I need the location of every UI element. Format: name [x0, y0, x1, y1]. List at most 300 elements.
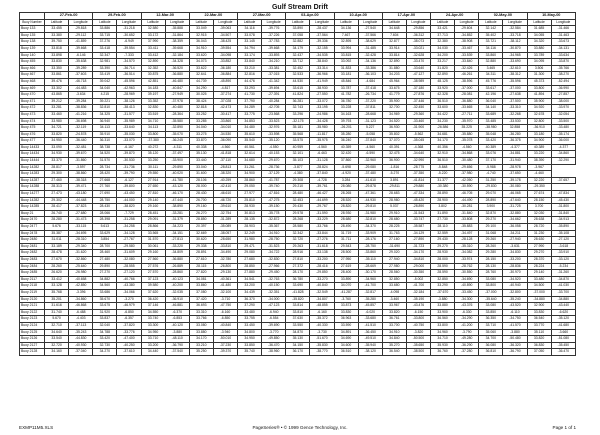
latitude-cell: 33.617 — [479, 85, 503, 92]
longitude-header: Longitude — [503, 19, 527, 26]
longitude-cell: -31.620 — [69, 250, 93, 257]
longitude-cell: -45.890 — [213, 78, 237, 85]
longitude-cell: 32.858 — [503, 125, 527, 132]
latitude-cell: 33.352 — [141, 98, 165, 105]
longitude-cell: -29.810 — [358, 204, 382, 211]
latitude-cell: 36.281 — [286, 98, 310, 105]
longitude-cell: -50.500 — [406, 336, 430, 343]
longitude-cell: -33.070 — [117, 138, 141, 145]
longitude-cell: -33.634 — [551, 52, 575, 59]
latitude-cell: -29.350 — [527, 184, 551, 191]
longitude-cell: -35.890 — [551, 224, 575, 231]
latitude-cell: 31.261 — [238, 164, 262, 171]
table-row — [20, 243, 576, 250]
latitude-cell: 3.465 — [479, 65, 503, 72]
latitude-cell: 33.755 — [238, 316, 262, 323]
table-row — [20, 105, 576, 112]
longitude-cell: -31.725 — [503, 204, 527, 211]
latitude-cell: 32.818 — [189, 105, 213, 112]
latitude-cell: 26.740 — [45, 210, 69, 217]
latitude-cell: 37.058 — [286, 32, 310, 39]
longitude-cell: -49.280 — [455, 336, 479, 343]
latitude-cell: 33.092 — [334, 59, 358, 66]
longitude-cell: -32.290 — [551, 158, 575, 165]
date-header: 24-Apr-00 — [431, 13, 479, 20]
latitude-cell: 36.940 — [93, 118, 117, 125]
latitude-cell: 29.302 — [45, 197, 69, 204]
latitude-cell: 34.640 — [45, 329, 69, 336]
buoy-name-cell: Buoy 14444 — [20, 158, 45, 165]
latitude-cell: 41.730 — [238, 92, 262, 99]
latitude-cell: 32.420 — [334, 151, 358, 158]
longitude-cell: -44.830 — [69, 336, 93, 343]
longitude-cell: -40.020 — [165, 171, 189, 178]
longitude-cell: -39.790 — [117, 171, 141, 178]
latitude-cell: 35.280 — [334, 131, 358, 138]
latitude-cell: 33.418 — [93, 45, 117, 52]
latitude-cell: 33.210 — [238, 65, 262, 72]
longitude-cell: -39.610 — [213, 204, 237, 211]
latitude-cell: 27.480 — [93, 256, 117, 263]
latitude-cell: 39.212 — [45, 98, 69, 105]
longitude-cell: -37.113 — [69, 322, 93, 329]
latitude-cell: 26.620 — [45, 270, 69, 277]
latitude-cell: 28.150 — [479, 256, 503, 263]
longitude-cell: -36.884 — [213, 72, 237, 79]
longitude-cell: -31.590 — [310, 210, 334, 217]
longitude-cell: -7.729 — [117, 210, 141, 217]
latitude-cell: 33.440 — [189, 158, 213, 165]
table-row — [20, 138, 576, 145]
latitude-cell: -4.920 — [334, 171, 358, 178]
latitude-cell: 30.813 — [238, 210, 262, 217]
longitude-header: Longitude — [406, 19, 430, 26]
longitude-cell: -38.073 — [406, 39, 430, 46]
longitude-cell: -52.494 — [551, 78, 575, 85]
longitude-cell: -28.668 — [358, 111, 382, 118]
latitude-cell: 32.352 — [141, 65, 165, 72]
longitude-cell: -3.820 — [406, 329, 430, 336]
buoy-name-cell: Buoy 468 — [20, 78, 45, 85]
latitude-cell: 32.669 — [189, 230, 213, 237]
longitude-cell: -6.110 — [503, 309, 527, 316]
latitude-cell: 36.560 — [431, 316, 455, 323]
longitude-cell: -36.090 — [213, 138, 237, 145]
latitude-cell: 27.990 — [527, 243, 551, 250]
latitude-cell: 34.520 — [93, 151, 117, 158]
longitude-cell: -36.375 — [503, 138, 527, 145]
longitude-cell: -35.174 — [551, 131, 575, 138]
latitude-cell: -1.816 — [382, 164, 406, 171]
longitude-cell: -30.550 — [455, 270, 479, 277]
longitude-cell: -37.610 — [117, 349, 141, 356]
longitude-cell: -32.481 — [69, 144, 93, 151]
latitude-cell: 32.880 — [479, 59, 503, 66]
latitude-cell: 33.281 — [45, 105, 69, 112]
longitude-cell: -33.539 — [455, 52, 479, 59]
latitude-cell: -5.220 — [431, 171, 455, 178]
latitude-cell: 33.622 — [189, 65, 213, 72]
latitude-cell: 34.690 — [334, 336, 358, 343]
latitude-cell: 29.100 — [479, 224, 503, 231]
latitude-cell: 35.120 — [141, 151, 165, 158]
longitude-cell: -40.361 — [213, 276, 237, 283]
longitude-cell: -33.120 — [551, 256, 575, 263]
longitude-cell: -44.699 — [310, 197, 334, 204]
latitude-cell: -41.287 — [334, 289, 358, 296]
latitude-header: Latitude — [334, 19, 358, 26]
latitude-header: Latitude — [238, 19, 262, 26]
longitude-cell: 5.227 — [358, 125, 382, 132]
longitude-cell: -41.510 — [358, 322, 382, 329]
longitude-cell: -37.220 — [358, 98, 382, 105]
longitude-header: Longitude — [358, 19, 382, 26]
latitude-cell: 34.136 — [334, 26, 358, 33]
latitude-cell: 27.977 — [238, 191, 262, 198]
longitude-cell: -38.413 — [117, 105, 141, 112]
longitude-cell: -36.698 — [69, 118, 93, 125]
latitude-cell: 28.734 — [93, 164, 117, 171]
latitude-cell: 32.981 — [93, 59, 117, 66]
buoy-name-cell: Buoy 2470 — [20, 217, 45, 224]
latitude-cell: 37.146 — [141, 303, 165, 310]
latitude-cell: 35.900 — [382, 98, 406, 105]
latitude-cell: 34.113 — [141, 125, 165, 132]
latitude-cell: -5.848 — [431, 164, 455, 171]
latitude-cell: 33.850 — [238, 342, 262, 349]
latitude-cell: 30.111 — [141, 164, 165, 171]
longitude-cell: -3.730 — [310, 329, 334, 336]
table-row — [20, 204, 576, 211]
longitude-cell: -38.820 — [117, 204, 141, 211]
longitude-cell: -28.775 — [406, 164, 430, 171]
longitude-cell: -41.610 — [358, 177, 382, 184]
latitude-cell: 28.930 — [238, 204, 262, 211]
latitude-cell: 33.810 — [286, 309, 310, 316]
longitude-cell: -36.320 — [503, 342, 527, 349]
buoy-name-cell: Buoy 470 — [20, 92, 45, 99]
table-row — [20, 78, 576, 85]
latitude-cell: 28.930 — [431, 250, 455, 257]
longitude-cell: -41.480 — [213, 283, 237, 290]
latitude-cell: 27.980 — [382, 263, 406, 270]
latitude-cell: -36.910 — [527, 125, 551, 132]
latitude-cell: 44.739 — [189, 78, 213, 85]
latitude-cell: 33.090 — [45, 144, 69, 151]
longitude-cell: -29.767 — [310, 204, 334, 211]
latitude-cell: 28.313 — [45, 184, 69, 191]
latitude-cell: 33.575 — [286, 138, 310, 145]
longitude-cell: -33.220 — [165, 243, 189, 250]
date-header: 29-Feb-00 — [93, 13, 141, 20]
table-row — [20, 210, 576, 217]
latitude-cell: -29.830 — [479, 184, 503, 191]
longitude-cell: -11.817 — [310, 131, 334, 138]
latitude-cell: -3.877 — [286, 164, 310, 171]
longitude-cell: -38.318 — [69, 177, 93, 184]
longitude-cell: -28.555 — [117, 263, 141, 270]
latitude-cell: 33.200 — [238, 283, 262, 290]
latitude-cell: 4.215 — [93, 92, 117, 99]
latitude-cell: -4.740 — [479, 171, 503, 178]
latitude-cell: 28.150 — [527, 197, 551, 204]
date-header-row — [20, 13, 576, 20]
latitude-cell: 33.830 — [334, 309, 358, 316]
longitude-cell: -34.223 — [165, 224, 189, 231]
longitude-cell: -32.080 — [117, 256, 141, 263]
latitude-cell: 29.550 — [141, 171, 165, 178]
latitude-cell: -37.000 — [479, 289, 503, 296]
latitude-cell: -41.828 — [286, 289, 310, 296]
latitude-cell: 34.200 — [431, 52, 455, 59]
latitude-cell: 33.920 — [431, 85, 455, 92]
latitude-cell: 32.641 — [189, 72, 213, 79]
longitude-cell: -29.450 — [262, 270, 286, 277]
latitude-cell: 37.990 — [141, 39, 165, 46]
latitude-cell: 33.485 — [479, 118, 503, 125]
longitude-cell: -38.629 — [358, 39, 382, 46]
longitude-cell: -35.078 — [455, 138, 479, 145]
latitude-cell: 28.451 — [141, 210, 165, 217]
longitude-cell: -34.136 — [358, 59, 382, 66]
latitude-cell: 35.048 — [479, 131, 503, 138]
date-header: 22-Mar-00 — [189, 13, 237, 20]
latitude-cell: 35.110 — [527, 329, 551, 336]
buoy-name-cell: Buoy 472 — [20, 105, 45, 112]
longitude-cell: -36.440 — [69, 138, 93, 145]
longitude-cell: -34.131 — [551, 45, 575, 52]
latitude-cell: 33.174 — [238, 52, 262, 59]
latitude-cell: 28.280 — [45, 217, 69, 224]
latitude-cell: 28.560 — [382, 270, 406, 277]
latitude-cell: -37.380 — [141, 138, 165, 145]
longitude-cell: -37.280 — [455, 349, 479, 356]
table-row — [20, 342, 576, 349]
latitude-cell: 28.850 — [238, 263, 262, 270]
longitude-cell: -41.814 — [406, 177, 430, 184]
latitude-cell: 33.181 — [334, 72, 358, 79]
longitude-cell: -32.976 — [262, 125, 286, 132]
latitude-cell: 39.476 — [45, 78, 69, 85]
longitude-cell: -38.500 — [406, 349, 430, 356]
longitude-cell: -28.824 — [310, 164, 334, 171]
latitude-cell: 7.467 — [334, 32, 358, 39]
longitude-cell: -37.783 — [262, 39, 286, 46]
latitude-cell: 32.890 — [431, 72, 455, 79]
longitude-cell: -33.640 — [406, 65, 430, 72]
longitude-cell: -37.480 — [358, 171, 382, 178]
latitude-cell: 34.070 — [334, 283, 358, 290]
table-row — [20, 224, 576, 231]
buoy-name-cell: Buoy 469 — [20, 85, 45, 92]
longitude-cell: -27.966 — [262, 263, 286, 270]
longitude-cell: -3.597 — [69, 164, 93, 171]
latitude-cell: 34.721 — [45, 125, 69, 132]
buoy-name-cell: Buoy 2485 — [20, 270, 45, 277]
longitude-cell: -6.160 — [213, 309, 237, 316]
latitude-cell: 33.686 — [93, 289, 117, 296]
latitude-cell: 28.891 — [189, 250, 213, 257]
latitude-cell: 32.380 — [431, 39, 455, 46]
longitude-cell: -36.312 — [406, 32, 430, 39]
longitude-cell: -33.808 — [455, 217, 479, 224]
longitude-cell: -5.234 — [551, 263, 575, 270]
longitude-cell: -35.596 — [503, 78, 527, 85]
latitude-header: Latitude — [286, 19, 310, 26]
longitude-cell: -49.510 — [358, 336, 382, 343]
latitude-cell: 32.710 — [45, 322, 69, 329]
longitude-cell: -3.770 — [262, 329, 286, 336]
latitude-cell: 33.789 — [527, 52, 551, 59]
longitude-cell: -28.437 — [310, 26, 334, 33]
latitude-cell: 36.370 — [238, 296, 262, 303]
latitude-cell: 31.377 — [431, 177, 455, 184]
latitude-cell: 30.620 — [189, 237, 213, 244]
table-row — [20, 144, 576, 151]
latitude-cell: 45.846 — [334, 78, 358, 85]
longitude-cell: -40.840 — [310, 283, 334, 290]
latitude-cell: 29.020 — [382, 250, 406, 257]
longitude-cell: -51.080 — [551, 336, 575, 343]
longitude-cell: -6.330 — [455, 309, 479, 316]
longitude-cell: -32.268 — [503, 111, 527, 118]
longitude-cell: -37.840 — [358, 138, 382, 145]
longitude-cell: -42.050 — [455, 177, 479, 184]
latitude-cell: 33.775 — [238, 111, 262, 118]
longitude-cell: -27.767 — [117, 237, 141, 244]
table-row — [20, 52, 576, 59]
latitude-header: Latitude — [93, 19, 117, 26]
latitude-cell: 35.768 — [45, 289, 69, 296]
buoy-name-cell: Buoy 14434 — [20, 151, 45, 158]
latitude-cell: 30.875 — [141, 72, 165, 79]
footer-filename: EXMP11M5.XLS — [19, 425, 54, 430]
longitude-cell: -4.560 — [310, 144, 334, 151]
longitude-cell: -39.870 — [117, 151, 141, 158]
latitude-cell: 34.520 — [382, 118, 406, 125]
latitude-cell: 38.424 — [189, 98, 213, 105]
latitude-cell: 29.270 — [527, 250, 551, 257]
longitude-cell: -34.860 — [551, 151, 575, 158]
latitude-cell: 33.830 — [45, 59, 69, 66]
latitude-cell: 34.183 — [141, 85, 165, 92]
longitude-cell: -50.480 — [503, 336, 527, 343]
latitude-cell: 34.600 — [334, 342, 358, 349]
longitude-cell: -46.065 — [503, 191, 527, 198]
longitude-cell: -6.127 — [117, 177, 141, 184]
longitude-cell: -34.082 — [455, 250, 479, 257]
longitude-cell: -34.490 — [213, 250, 237, 257]
latitude-cell: 27.940 — [382, 256, 406, 263]
longitude-cell: -33.800 — [406, 316, 430, 323]
longitude-cell: -31.618 — [310, 243, 334, 250]
latitude-cell: 41.779 — [382, 92, 406, 99]
table-row — [20, 118, 576, 125]
latitude-cell: 28.000 — [189, 184, 213, 191]
latitude-cell: 35.201 — [45, 296, 69, 303]
latitude-cell: 36.040 — [479, 98, 503, 105]
latitude-cell: 33.690 — [286, 283, 310, 290]
latitude-cell: 41.824 — [286, 92, 310, 99]
latitude-cell: 28.930 — [334, 210, 358, 217]
longitude-cell: -33.072 — [310, 98, 334, 105]
latitude-cell: 33.420 — [479, 138, 503, 145]
latitude-cell: 28.750 — [93, 197, 117, 204]
longitude-cell: -31.258 — [117, 217, 141, 224]
buoy-name-cell: Buoy 138 — [20, 39, 45, 46]
longitude-cell: -29.818 — [69, 26, 93, 33]
buoy-name-cell: Buoy 473 — [20, 111, 45, 118]
longitude-cell: -34.870 — [551, 276, 575, 283]
buoy-name-cell: Buoy 2481 — [20, 243, 45, 250]
latitude-cell: 41.894 — [527, 92, 551, 99]
latitude-cell: 5.676 — [45, 224, 69, 231]
longitude-cell: -42.410 — [213, 184, 237, 191]
longitude-cell: -35.883 — [455, 224, 479, 231]
latitude-cell: 33.880 — [527, 45, 551, 52]
latitude-cell: 35.270 — [382, 342, 406, 349]
longitude-cell: -47.361 — [358, 191, 382, 198]
latitude-cell: 3.700 — [527, 204, 551, 211]
latitude-cell: 27.674 — [527, 191, 551, 198]
longitude-cell: -33.810 — [213, 243, 237, 250]
latitude-cell: 34.480 — [238, 125, 262, 132]
date-header: 27-Feb-00 — [45, 13, 93, 20]
longitude-cell: -4.403 — [69, 316, 93, 323]
latitude-cell: 27.690 — [93, 191, 117, 198]
longitude-cell: -32.860 — [69, 256, 93, 263]
latitude-cell: 37.420 — [189, 296, 213, 303]
latitude-cell: 34.055 — [527, 32, 551, 39]
latitude-cell: 33.350 — [45, 65, 69, 72]
longitude-cell: -28.890 — [406, 204, 430, 211]
latitude-cell: 37.070 — [382, 138, 406, 145]
latitude-cell: 33.700 — [382, 322, 406, 329]
table-row — [20, 151, 576, 158]
latitude-cell: 35.568 — [286, 131, 310, 138]
table-row — [20, 336, 576, 343]
table-row — [20, 59, 576, 66]
longitude-cell: -32.549 — [310, 289, 334, 296]
latitude-cell: 27.560 — [141, 256, 165, 263]
longitude-cell: -34.690 — [455, 276, 479, 283]
longitude-cell: -6.554 — [262, 316, 286, 323]
latitude-cell: 33.080 — [189, 322, 213, 329]
latitude-cell: -3.880 — [431, 296, 455, 303]
latitude-cell: 34.073 — [189, 59, 213, 66]
latitude-cell: 33.629 — [93, 230, 117, 237]
latitude-cell: 31.616 — [45, 303, 69, 310]
longitude-cell: -31.900 — [406, 125, 430, 132]
longitude-cell: -47.400 — [117, 336, 141, 343]
latitude-cell: -3.460 — [382, 296, 406, 303]
latitude-cell: 31.740 — [45, 309, 69, 316]
table-row — [20, 45, 576, 52]
longitude-cell: -34.860 — [69, 296, 93, 303]
longitude-cell: -34.830 — [503, 250, 527, 257]
longitude-cell: -4.560 — [455, 144, 479, 151]
latitude-cell: 27.760 — [93, 184, 117, 191]
latitude-cell: 28.066 — [93, 210, 117, 217]
longitude-cell: -28.650 — [213, 237, 237, 244]
longitude-cell: -6.357 — [117, 316, 141, 323]
longitude-cell: -46.868 — [69, 303, 93, 310]
longitude-cell: -37.564 — [310, 32, 334, 39]
latitude-cell: 33.620 — [189, 52, 213, 59]
longitude-cell: -48.110 — [165, 336, 189, 343]
latitude-cell: 33.814 — [286, 303, 310, 310]
latitude-cell: 33.590 — [334, 322, 358, 329]
